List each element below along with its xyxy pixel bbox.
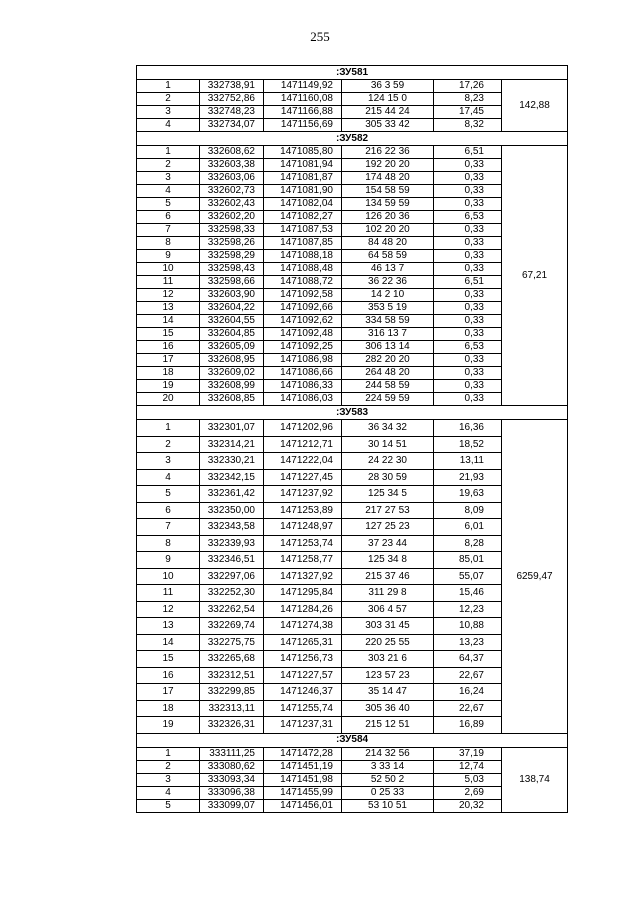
direction-angle-cell: 264 48 20 <box>342 367 434 380</box>
direction-angle-cell: 35 14 47 <box>342 684 434 701</box>
direction-angle-cell: 305 36 40 <box>342 700 434 717</box>
point-number-cell: 8 <box>137 237 200 250</box>
x-coordinate-cell: 333096,38 <box>200 786 264 799</box>
direction-angle-cell: 282 20 20 <box>342 354 434 367</box>
direction-angle-cell: 14 2 10 <box>342 289 434 302</box>
x-coordinate-cell: 332603,90 <box>200 289 264 302</box>
direction-angle-cell: 36 22 36 <box>342 276 434 289</box>
direction-angle-cell: 220 25 55 <box>342 634 434 651</box>
length-cell: 0,33 <box>434 224 502 237</box>
length-cell: 0,33 <box>434 250 502 263</box>
y-coordinate-cell: 1471451,19 <box>264 760 342 773</box>
x-coordinate-cell: 332326,31 <box>200 717 264 734</box>
length-cell: 0,33 <box>434 159 502 172</box>
x-coordinate-cell: 332313,11 <box>200 700 264 717</box>
point-number-cell: 3 <box>137 172 200 185</box>
direction-angle-cell: 303 31 45 <box>342 618 434 635</box>
x-coordinate-cell: 332598,43 <box>200 263 264 276</box>
x-coordinate-cell: 333093,34 <box>200 773 264 786</box>
y-coordinate-cell: 1471212,71 <box>264 436 342 453</box>
section-2 <box>137 132 568 406</box>
point-number-cell: 15 <box>137 328 200 341</box>
length-cell: 0,33 <box>434 315 502 328</box>
x-coordinate-cell: 332608,85 <box>200 393 264 406</box>
y-coordinate-cell: 1471255,74 <box>264 700 342 717</box>
table-row <box>137 146 568 159</box>
y-coordinate-cell: 1471088,18 <box>264 250 342 263</box>
direction-angle-cell: 52 50 2 <box>342 773 434 786</box>
direction-angle-cell: 24 22 30 <box>342 453 434 470</box>
y-coordinate-cell: 1471088,48 <box>264 263 342 276</box>
length-cell: 8,28 <box>434 535 502 552</box>
point-number-cell: 4 <box>137 786 200 799</box>
length-cell: 10,88 <box>434 618 502 635</box>
length-cell: 6,51 <box>434 276 502 289</box>
length-cell: 5,03 <box>434 773 502 786</box>
direction-angle-cell: 215 37 46 <box>342 568 434 585</box>
direction-angle-cell: 102 20 20 <box>342 224 434 237</box>
direction-angle-cell: 353 5 19 <box>342 302 434 315</box>
y-coordinate-cell: 1471265,31 <box>264 634 342 651</box>
y-coordinate-cell: 1471455,99 <box>264 786 342 799</box>
point-number-cell: 5 <box>137 198 200 211</box>
x-coordinate-cell: 332346,51 <box>200 552 264 569</box>
point-number-cell: 17 <box>137 354 200 367</box>
x-coordinate-cell: 332738,91 <box>200 80 264 93</box>
point-number-cell: 6 <box>137 211 200 224</box>
point-number-cell: 4 <box>137 119 200 132</box>
length-cell: 0,33 <box>434 289 502 302</box>
y-coordinate-cell: 1471156,69 <box>264 119 342 132</box>
direction-angle-cell: 215 44 24 <box>342 106 434 119</box>
y-coordinate-cell: 1471085,80 <box>264 146 342 159</box>
direction-angle-cell: 334 58 59 <box>342 315 434 328</box>
x-coordinate-cell: 332262,54 <box>200 601 264 618</box>
point-number-cell: 20 <box>137 393 200 406</box>
x-coordinate-cell: 332297,06 <box>200 568 264 585</box>
direction-angle-cell: 311 29 8 <box>342 585 434 602</box>
direction-angle-cell: 30 14 51 <box>342 436 434 453</box>
direction-angle-cell: 124 15 0 <box>342 93 434 106</box>
direction-angle-cell: 126 20 36 <box>342 211 434 224</box>
point-number-cell: 6 <box>137 502 200 519</box>
coordinates-table <box>136 65 568 813</box>
area-cell: 138,74 <box>502 747 568 812</box>
x-coordinate-cell: 332604,85 <box>200 328 264 341</box>
x-coordinate-cell: 332330,21 <box>200 453 264 470</box>
point-number-cell: 11 <box>137 585 200 602</box>
length-cell: 8,09 <box>434 502 502 519</box>
length-cell: 15,46 <box>434 585 502 602</box>
x-coordinate-cell: 332602,43 <box>200 198 264 211</box>
y-coordinate-cell: 1471086,98 <box>264 354 342 367</box>
direction-angle-cell: 174 48 20 <box>342 172 434 185</box>
direction-angle-cell: 216 22 36 <box>342 146 434 159</box>
y-coordinate-cell: 1471472,28 <box>264 747 342 760</box>
point-number-cell: 7 <box>137 224 200 237</box>
table-row <box>137 420 568 437</box>
length-cell: 0,33 <box>434 302 502 315</box>
y-coordinate-cell: 1471237,92 <box>264 486 342 503</box>
direction-angle-cell: 28 30 59 <box>342 469 434 486</box>
length-cell: 16,24 <box>434 684 502 701</box>
length-cell: 6,01 <box>434 519 502 536</box>
point-number-cell: 14 <box>137 634 200 651</box>
point-number-cell: 18 <box>137 367 200 380</box>
length-cell: 13,23 <box>434 634 502 651</box>
y-coordinate-cell: 1471256,73 <box>264 651 342 668</box>
y-coordinate-cell: 1471248,97 <box>264 519 342 536</box>
x-coordinate-cell: 332603,38 <box>200 159 264 172</box>
section-title: :ЗУ584 <box>137 733 568 747</box>
direction-angle-cell: 306 13 14 <box>342 341 434 354</box>
x-coordinate-cell: 332602,73 <box>200 185 264 198</box>
y-coordinate-cell: 1471295,84 <box>264 585 342 602</box>
point-number-cell: 15 <box>137 651 200 668</box>
direction-angle-cell: 53 10 51 <box>342 799 434 812</box>
y-coordinate-cell: 1471451,98 <box>264 773 342 786</box>
section-title: :ЗУ583 <box>137 406 568 420</box>
x-coordinate-cell: 332350,00 <box>200 502 264 519</box>
point-number-cell: 3 <box>137 453 200 470</box>
length-cell: 0,33 <box>434 328 502 341</box>
point-number-cell: 2 <box>137 760 200 773</box>
section-header-row <box>137 406 568 420</box>
x-coordinate-cell: 332299,85 <box>200 684 264 701</box>
length-cell: 0,33 <box>434 237 502 250</box>
point-number-cell: 16 <box>137 341 200 354</box>
direction-angle-cell: 36 3 59 <box>342 80 434 93</box>
length-cell: 37,19 <box>434 747 502 760</box>
length-cell: 17,26 <box>434 80 502 93</box>
point-number-cell: 13 <box>137 618 200 635</box>
direction-angle-cell: 316 13 7 <box>342 328 434 341</box>
direction-angle-cell: 192 20 20 <box>342 159 434 172</box>
y-coordinate-cell: 1471327,92 <box>264 568 342 585</box>
area-cell: 67,21 <box>502 146 568 406</box>
y-coordinate-cell: 1471246,37 <box>264 684 342 701</box>
x-coordinate-cell: 332269,74 <box>200 618 264 635</box>
length-cell: 6,53 <box>434 341 502 354</box>
length-cell: 0,33 <box>434 367 502 380</box>
x-coordinate-cell: 332275,75 <box>200 634 264 651</box>
point-number-cell: 17 <box>137 684 200 701</box>
x-coordinate-cell: 332602,20 <box>200 211 264 224</box>
table-row <box>137 80 568 93</box>
point-number-cell: 5 <box>137 799 200 812</box>
x-coordinate-cell: 332608,95 <box>200 354 264 367</box>
x-coordinate-cell: 332339,93 <box>200 535 264 552</box>
length-cell: 0,33 <box>434 185 502 198</box>
length-cell: 12,74 <box>434 760 502 773</box>
point-number-cell: 18 <box>137 700 200 717</box>
x-coordinate-cell: 332604,22 <box>200 302 264 315</box>
point-number-cell: 2 <box>137 159 200 172</box>
direction-angle-cell: 215 12 51 <box>342 717 434 734</box>
x-coordinate-cell: 332598,33 <box>200 224 264 237</box>
length-cell: 6,51 <box>434 146 502 159</box>
point-number-cell: 3 <box>137 106 200 119</box>
length-cell: 19,63 <box>434 486 502 503</box>
y-coordinate-cell: 1471088,72 <box>264 276 342 289</box>
y-coordinate-cell: 1471160,08 <box>264 93 342 106</box>
direction-angle-cell: 303 21 6 <box>342 651 434 668</box>
table-row <box>137 747 568 760</box>
section-1 <box>137 66 568 132</box>
point-number-cell: 14 <box>137 315 200 328</box>
section-header-row <box>137 733 568 747</box>
direction-angle-cell: 123 57 23 <box>342 667 434 684</box>
x-coordinate-cell: 332608,99 <box>200 380 264 393</box>
point-number-cell: 1 <box>137 747 200 760</box>
length-cell: 18,52 <box>434 436 502 453</box>
area-cell: 6259,47 <box>502 420 568 734</box>
length-cell: 0,33 <box>434 172 502 185</box>
y-coordinate-cell: 1471082,27 <box>264 211 342 224</box>
point-number-cell: 5 <box>137 486 200 503</box>
x-coordinate-cell: 332252,30 <box>200 585 264 602</box>
point-number-cell: 19 <box>137 380 200 393</box>
x-coordinate-cell: 332598,29 <box>200 250 264 263</box>
y-coordinate-cell: 1471149,92 <box>264 80 342 93</box>
direction-angle-cell: 46 13 7 <box>342 263 434 276</box>
direction-angle-cell: 224 59 59 <box>342 393 434 406</box>
direction-angle-cell: 37 23 44 <box>342 535 434 552</box>
length-cell: 22,67 <box>434 667 502 684</box>
direction-angle-cell: 0 25 33 <box>342 786 434 799</box>
y-coordinate-cell: 1471258,77 <box>264 552 342 569</box>
section-title: :ЗУ581 <box>137 66 568 80</box>
x-coordinate-cell: 333111,25 <box>200 747 264 760</box>
direction-angle-cell: 154 58 59 <box>342 185 434 198</box>
length-cell: 0,33 <box>434 198 502 211</box>
y-coordinate-cell: 1471202,96 <box>264 420 342 437</box>
direction-angle-cell: 244 58 59 <box>342 380 434 393</box>
y-coordinate-cell: 1471086,33 <box>264 380 342 393</box>
y-coordinate-cell: 1471092,58 <box>264 289 342 302</box>
length-cell: 16,36 <box>434 420 502 437</box>
length-cell: 6,53 <box>434 211 502 224</box>
y-coordinate-cell: 1471237,31 <box>264 717 342 734</box>
x-coordinate-cell: 332605,09 <box>200 341 264 354</box>
point-number-cell: 9 <box>137 552 200 569</box>
direction-angle-cell: 36 34 32 <box>342 420 434 437</box>
length-cell: 21,93 <box>434 469 502 486</box>
point-number-cell: 4 <box>137 185 200 198</box>
x-coordinate-cell: 332301,07 <box>200 420 264 437</box>
length-cell: 0,33 <box>434 380 502 393</box>
y-coordinate-cell: 1471166,88 <box>264 106 342 119</box>
direction-angle-cell: 64 58 59 <box>342 250 434 263</box>
y-coordinate-cell: 1471227,57 <box>264 667 342 684</box>
x-coordinate-cell: 332604,55 <box>200 315 264 328</box>
length-cell: 12,23 <box>434 601 502 618</box>
x-coordinate-cell: 332603,06 <box>200 172 264 185</box>
y-coordinate-cell: 1471092,25 <box>264 341 342 354</box>
y-coordinate-cell: 1471456,01 <box>264 799 342 812</box>
point-number-cell: 3 <box>137 773 200 786</box>
length-cell: 0,33 <box>434 354 502 367</box>
y-coordinate-cell: 1471086,66 <box>264 367 342 380</box>
length-cell: 2,69 <box>434 786 502 799</box>
direction-angle-cell: 305 33 42 <box>342 119 434 132</box>
length-cell: 55,07 <box>434 568 502 585</box>
direction-angle-cell: 3 33 14 <box>342 760 434 773</box>
point-number-cell: 8 <box>137 535 200 552</box>
section-header-row <box>137 132 568 146</box>
length-cell: 8,23 <box>434 93 502 106</box>
section-header-row <box>137 66 568 80</box>
y-coordinate-cell: 1471222,04 <box>264 453 342 470</box>
direction-angle-cell: 125 34 8 <box>342 552 434 569</box>
point-number-cell: 10 <box>137 263 200 276</box>
length-cell: 85,01 <box>434 552 502 569</box>
direction-angle-cell: 125 34 5 <box>342 486 434 503</box>
direction-angle-cell: 134 59 59 <box>342 198 434 211</box>
x-coordinate-cell: 332608,62 <box>200 146 264 159</box>
direction-angle-cell: 214 32 56 <box>342 747 434 760</box>
point-number-cell: 12 <box>137 289 200 302</box>
page-bottom-margin <box>0 862 640 905</box>
length-cell: 13,11 <box>434 453 502 470</box>
section-3 <box>137 406 568 734</box>
point-number-cell: 1 <box>137 146 200 159</box>
point-number-cell: 4 <box>137 469 200 486</box>
point-number-cell: 7 <box>137 519 200 536</box>
length-cell: 20,32 <box>434 799 502 812</box>
point-number-cell: 12 <box>137 601 200 618</box>
point-number-cell: 1 <box>137 80 200 93</box>
direction-angle-cell: 127 25 23 <box>342 519 434 536</box>
length-cell: 16,89 <box>434 717 502 734</box>
length-cell: 8,32 <box>434 119 502 132</box>
point-number-cell: 16 <box>137 667 200 684</box>
y-coordinate-cell: 1471274,38 <box>264 618 342 635</box>
point-number-cell: 10 <box>137 568 200 585</box>
y-coordinate-cell: 1471081,90 <box>264 185 342 198</box>
point-number-cell: 2 <box>137 436 200 453</box>
point-number-cell: 19 <box>137 717 200 734</box>
area-cell: 142,88 <box>502 80 568 132</box>
section-4 <box>137 733 568 812</box>
length-cell: 0,33 <box>434 393 502 406</box>
point-number-cell: 11 <box>137 276 200 289</box>
x-coordinate-cell: 332734,07 <box>200 119 264 132</box>
x-coordinate-cell: 332748,23 <box>200 106 264 119</box>
length-cell: 22,67 <box>434 700 502 717</box>
x-coordinate-cell: 333099,07 <box>200 799 264 812</box>
point-number-cell: 13 <box>137 302 200 315</box>
y-coordinate-cell: 1471087,53 <box>264 224 342 237</box>
y-coordinate-cell: 1471253,89 <box>264 502 342 519</box>
length-cell: 64,37 <box>434 651 502 668</box>
x-coordinate-cell: 332752,86 <box>200 93 264 106</box>
x-coordinate-cell: 332343,58 <box>200 519 264 536</box>
x-coordinate-cell: 332598,66 <box>200 276 264 289</box>
x-coordinate-cell: 332342,15 <box>200 469 264 486</box>
section-title: :ЗУ582 <box>137 132 568 146</box>
page-number: 255 <box>310 29 330 44</box>
x-coordinate-cell: 332312,51 <box>200 667 264 684</box>
point-number-cell: 2 <box>137 93 200 106</box>
y-coordinate-cell: 1471253,74 <box>264 535 342 552</box>
x-coordinate-cell: 333080,62 <box>200 760 264 773</box>
x-coordinate-cell: 332609,02 <box>200 367 264 380</box>
x-coordinate-cell: 332598,26 <box>200 237 264 250</box>
point-number-cell: 9 <box>137 250 200 263</box>
direction-angle-cell: 306 4 57 <box>342 601 434 618</box>
y-coordinate-cell: 1471086,03 <box>264 393 342 406</box>
direction-angle-cell: 217 27 53 <box>342 502 434 519</box>
x-coordinate-cell: 332265,68 <box>200 651 264 668</box>
length-cell: 17,45 <box>434 106 502 119</box>
direction-angle-cell: 84 48 20 <box>342 237 434 250</box>
y-coordinate-cell: 1471092,48 <box>264 328 342 341</box>
y-coordinate-cell: 1471092,62 <box>264 315 342 328</box>
y-coordinate-cell: 1471087,85 <box>264 237 342 250</box>
y-coordinate-cell: 1471284,26 <box>264 601 342 618</box>
length-cell: 0,33 <box>434 263 502 276</box>
point-number-cell: 1 <box>137 420 200 437</box>
x-coordinate-cell: 332361,42 <box>200 486 264 503</box>
y-coordinate-cell: 1471081,87 <box>264 172 342 185</box>
y-coordinate-cell: 1471227,45 <box>264 469 342 486</box>
x-coordinate-cell: 332314,21 <box>200 436 264 453</box>
y-coordinate-cell: 1471082,04 <box>264 198 342 211</box>
y-coordinate-cell: 1471092,66 <box>264 302 342 315</box>
y-coordinate-cell: 1471081,94 <box>264 159 342 172</box>
